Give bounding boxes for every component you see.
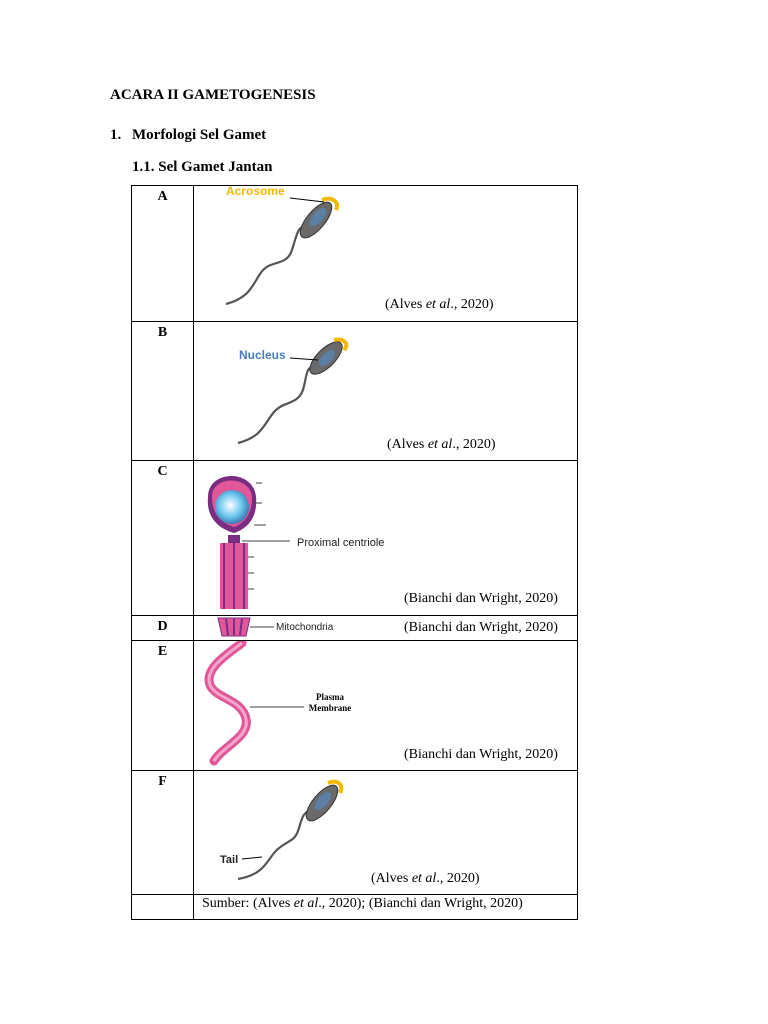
plasma-label: Plasma [316, 692, 344, 702]
mitochondria-label: Mitochondria [276, 622, 334, 633]
membrane-label: Membrane [308, 703, 352, 713]
source-cell [194, 895, 578, 920]
centriole-label: Proximal centriole [297, 537, 385, 549]
tail-label: Tail [220, 854, 239, 866]
citation: (Bianchi dan Wright, 2020) [404, 620, 558, 635]
citation: (Alves et al., 2020) [385, 297, 494, 312]
row-label: B [132, 322, 194, 461]
table-row-d [132, 616, 578, 641]
image-cell-plasma-membrane [194, 641, 578, 771]
section-heading [110, 127, 266, 144]
row-label: E [132, 641, 194, 771]
citation: (Alves et al., 2020) [371, 871, 480, 886]
table-row-f [132, 771, 578, 895]
section-title: Morfologi Sel Gamet [132, 127, 267, 143]
row-label: D [132, 616, 194, 641]
table-row-c [132, 461, 578, 616]
section-number: 1. [110, 127, 122, 143]
acrosome-label: Acrosome [226, 186, 285, 198]
row-label: A [132, 186, 194, 322]
citation: (Alves et al., 2020) [387, 437, 496, 452]
image-cell-mitochondria [194, 616, 578, 641]
row-label: C [132, 461, 194, 616]
image-cell-tail [194, 771, 578, 895]
image-cell-centriole [194, 461, 578, 616]
table-row-source [132, 895, 578, 920]
row-label-empty [132, 895, 194, 920]
row-label: F [132, 771, 194, 895]
nucleus-label: Nucleus [239, 348, 286, 362]
image-cell-acrosome [194, 186, 578, 322]
source-note: Sumber: (Alves et al., 2020); (Bianchi dan Wright, 2020) [202, 896, 523, 911]
table-row-a [132, 186, 578, 322]
image-cell-nucleus [194, 322, 578, 461]
subsection-heading: 1.1. Sel Gamet Jantan [132, 159, 273, 175]
table-row-b [132, 322, 578, 461]
table-row-e [132, 641, 578, 771]
citation: (Bianchi dan Wright, 2020) [404, 591, 558, 606]
gamete-table [131, 185, 578, 920]
page-title: ACARA II GAMETOGENESIS [110, 87, 316, 103]
citation: (Bianchi dan Wright, 2020) [404, 747, 558, 762]
